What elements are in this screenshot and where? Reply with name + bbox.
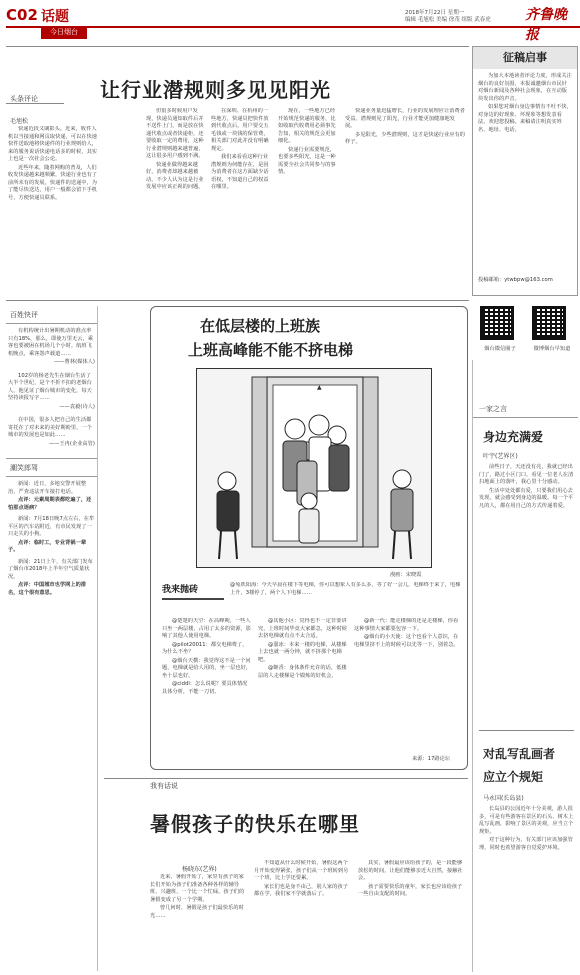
feature-source: 来源：17路论坛 bbox=[412, 756, 451, 762]
notice-paragraph: 为加大本地读者评论力度，形成关注烟台的良好氛围，本报诚邀烟台市民针对烟台新闻及各种社会现象，在互动版块发出你的声音。 bbox=[478, 73, 572, 102]
reply: @pilot20011：都交电梯费了，为什么不坐？ bbox=[162, 641, 248, 655]
paragraph: 在深圳、在杭州的一些地方，快递员把快件放到代收点后，用户要交五毛钱或一块钱的保管费，相关部门对此并没有明确规定。 bbox=[211, 108, 269, 152]
paragraph: 近来，暑假开始了，家里有孩子的家长们开始为孩子们准备各种各样的辅导班、兴趣班，一个比一个忙碌。孩子们的暑假变成了另一个学期。 bbox=[150, 874, 245, 903]
reply: @烟台的小天使：这个也看个人意识，在电梯里挤不上的时候可以先等一下，别着急。 bbox=[354, 634, 459, 648]
reply: @楚楚的天空：在高峰期，一些人只坐一两层楼，占用了太多的资源，影响了其他人使用电梯。 bbox=[162, 618, 252, 639]
paragraph: 快递业做得越来越好，消费者却越来越被动，不少人认为这是行业发展中应该正视的问题。 bbox=[146, 161, 204, 190]
notice-paragraph: 如果您对烟台身边事情有不吐不快，对身边的好现象、坏现象等想发表看法，欢迎您投稿。来稿请注明真实姓名、地址、电话。 bbox=[478, 104, 572, 133]
column-label-rule bbox=[6, 103, 64, 104]
weibo-qr-code[interactable] bbox=[532, 306, 566, 340]
notice-title: 征稿启事 bbox=[473, 47, 577, 69]
news-note: 新闻：21日上午，有关部门发布了烟台市2018年上半年空气质量状况。 bbox=[8, 558, 93, 580]
top-article-col2 bbox=[146, 108, 206, 298]
notice-email[interactable]: 投稿邮箱：ytwbpw@163.com bbox=[478, 277, 553, 283]
right-item2-title-line1: 对乱写乱画者 bbox=[483, 747, 556, 761]
reply: @新一代：能走楼梯的还是走楼梯，你看这种事情大家都要包容一下。 bbox=[354, 618, 459, 632]
top-article-col1 bbox=[8, 126, 100, 296]
right-item2-title-line2: 应立个规矩 bbox=[483, 770, 544, 784]
news-note-comment: 点评：中国城市也学网上的排名，这个很有意思。 bbox=[8, 582, 87, 596]
bottom-column-label: 我有话说 bbox=[150, 782, 178, 790]
top-article-title: 让行业潜规则多见见阳光 bbox=[100, 78, 331, 102]
replies-col1 bbox=[162, 618, 252, 764]
paragraph: 长岛县的公园近年十分美观，游人很多，可是有些游客在景区的石头、树木上乱写乱画，影响了景区的美观，应当立个规矩。 bbox=[479, 806, 574, 835]
issue-date: 2018年7月22日 星期一 bbox=[405, 10, 465, 16]
news-note-comment: 点评：元素周期表都吃遍了，还怕那点语病？ bbox=[8, 497, 92, 511]
paragraph: 前些日子，天还没有亮，我就已经出门了，路过小区门口，看见一位老人在清扫地面上的落叶，我心里十分感动。 bbox=[479, 464, 574, 485]
paragraph: 其实，暑假最应该给孩子的，是一段能够放松的时间，让他们能够亲近大自然，接触社会。 bbox=[358, 860, 463, 881]
lead-text: @兔妖阳海：今天早晨在楼下等电梯，你可以想象人有多么多，等了好一会儿，电梯终于来了，电梯上升，3楼停了，两个人下电梯…… bbox=[230, 582, 461, 596]
news-note: 新闻：近日，多地交警开展整治，严查违法开车接打电话。 bbox=[8, 481, 87, 495]
paragraph: 快递近段又刷影头。近来，收件人机以当接通和网页取快递，可以在快速快件送取地将快递件的行业规则给人，来的服务说话快递电话多的时候，其实上也是一次社会公论。 bbox=[8, 126, 98, 162]
top-article-col5 bbox=[345, 108, 465, 298]
bottom-article-col3 bbox=[358, 860, 466, 970]
illustration-credit: 漫画：宋晓霞 bbox=[390, 572, 422, 578]
section-tag: 今日烟台 bbox=[41, 26, 87, 39]
bottom-article-col1 bbox=[150, 874, 248, 970]
wechat-qr-caption: 烟台微信圈子 bbox=[484, 346, 516, 352]
quick-comment-sign: ——王冉(企业高管) bbox=[48, 440, 95, 447]
bottom-article-col2 bbox=[254, 860, 352, 970]
paragraph: 孩子需要快乐的童年，家长也应该给孩子一些自由支配的时间。 bbox=[358, 883, 463, 897]
right-item1-body bbox=[473, 462, 578, 724]
reply: @其他小区：觉得也不一定非要讲究，上班时间毕竟大家都急，这种时候去挤电梯就有点不太合适。 bbox=[258, 618, 348, 639]
paragraph: 生活中处处都有爱，只要我们用心去发现，就会感受到身边的温暖。每一个平凡的人，都在用自己的方式传递着爱。 bbox=[479, 487, 574, 509]
news-note-comment: 点评：临时工，专业背锅一辈子。 bbox=[8, 539, 87, 553]
paragraph: 快递行业需要规范，也要多些阳光，这是一种需要全社会共同参与的事情。 bbox=[278, 146, 336, 175]
right-item2-author: 马永国(长岛县) bbox=[483, 795, 524, 802]
elevator-cartoon-icon bbox=[197, 369, 432, 568]
paragraph: 但很多时候用户发现，快递员通知取件后并不送件上门，而是放在快递代收点或者快递柜，还要收取一定的费用，这种行业潜规则越来越普遍，这让很多用户感到不满。 bbox=[146, 108, 204, 159]
top-article-col3 bbox=[211, 108, 273, 298]
left-section2-title: 潮笑郎驾 bbox=[6, 458, 97, 477]
replies-col2 bbox=[258, 618, 348, 764]
quick-comment: 有机构统计出暑期机动的准点率只有18%，那么，即使万里无云，乘客也要被困在机场几个小时。航班飞机晚点，乘客怨声载道…… bbox=[8, 328, 94, 357]
feature-title-line2: 上班高峰能不能不挤电梯 bbox=[188, 341, 354, 359]
reply: @烟台天横：我觉得这不是一个问题，电梯就是给人用的，坐一层也好，坐十层也好。 bbox=[162, 657, 252, 679]
bottom-article-title: 暑假孩子的快乐在哪里 bbox=[150, 812, 360, 836]
paragraph: 曾几何时，暑假是孩子们最快乐的时光…… bbox=[150, 905, 244, 919]
right-column bbox=[472, 360, 578, 972]
paragraph: 多见阳光，少些潜规则，这才是快递行业应有的样子。 bbox=[345, 131, 465, 145]
top-bottom-rule bbox=[6, 300, 469, 301]
paragraph: 我们来看看这种行业潜规则为何能存在，是因为消费者在这方面缺少话语权，不知道自己的权益在哪里。 bbox=[211, 154, 269, 190]
bottom-article-author: 杨晓东(艺界) bbox=[182, 866, 217, 873]
newspaper-logo: 齐鲁晚报 bbox=[525, 7, 567, 43]
paragraph: 近些年来，随着网购的普及，人们收发快递越来越频繁，快递行业也有了前所未有的发展。快递件的送递中，为了能尽快送达，用户一般都会留下手机号，方便快递员联系。 bbox=[8, 164, 98, 201]
news-note: 新闻：7月18日晚7点左右，在牟平区的汽车站附近，有市民发现了一只走失的小狗。 bbox=[8, 516, 95, 537]
top-rule bbox=[6, 46, 469, 47]
page-topic: 话题 bbox=[41, 9, 69, 25]
reply: @姬香：身体条件允许的话，低楼层的人走楼梯是个锻炼的好机会。 bbox=[258, 665, 347, 679]
quick-comment: 102岁的杨老先生在烟台生活了大半个世纪，是个不折不扣的老烟台人，他见证了烟台城市的变化，每天坚持读报写字…… bbox=[8, 372, 92, 401]
editors-line: 编辑 毛旭松 美编 徐茂 组版 武春虎 bbox=[405, 17, 491, 23]
top-article-col4 bbox=[278, 108, 340, 298]
page-code: C02 bbox=[6, 6, 38, 24]
paragraph: 现在，一些地方已经开始规范快递的服务，比如收取代收费用必须事先告知，相关的规范会更加细化。 bbox=[278, 108, 336, 144]
right-section-title: 一家之言 bbox=[473, 360, 578, 418]
weibo-qr-caption: 微博烟台早知道 bbox=[533, 346, 571, 352]
notice-box bbox=[472, 46, 578, 296]
right-item1-author: 叶宇(艺界区) bbox=[483, 453, 518, 460]
wechat-qr-code[interactable] bbox=[480, 306, 514, 340]
paragraph: 快递业务量迅猛增长，行业的发展理应让消费者受益。潜规则见了阳光，行业才能更加健康地发展。 bbox=[345, 108, 465, 129]
reply: @溜冰：本来一楼的电梯，从楼梯上去也就一两分钟，就不挤那个电梯吧。 bbox=[258, 641, 347, 663]
paragraph: 不知道从什么时候开始，暑假这两个月开始变得紧张，孩子们从一个班转到另一个班，比上学还要累。 bbox=[254, 860, 349, 881]
reply: @ciddl：怎么说呢？要具体情况具体分析，不能一刀切。 bbox=[162, 681, 248, 695]
right-item2-body bbox=[473, 804, 578, 914]
lead-label: 我来抛砖 bbox=[162, 582, 224, 600]
feature-title-line1: 在低层楼的上班族 bbox=[200, 317, 321, 335]
header-rule bbox=[6, 26, 580, 28]
left-section-title: 百姓快评 bbox=[6, 306, 97, 324]
bottom-rule bbox=[104, 778, 468, 779]
svg-text:▲: ▲ bbox=[317, 384, 322, 391]
quick-comment-sign: ——曹林(媒体人) bbox=[54, 359, 95, 365]
top-column-label: 头条评论 bbox=[10, 95, 38, 103]
paragraph: 对于这种行为，有关部门应该加强管理，同时也希望游客自觉爱护环境。 bbox=[479, 837, 573, 851]
quick-comment-sign: ——袁毅(诗人) bbox=[59, 403, 95, 410]
quick-comment: 在中国，很多人把自己的生活都寄托在了对未来的美好期盼里，一个城市的发展也是如此…… bbox=[8, 417, 92, 438]
right-item1-title: 身边充满爱 bbox=[483, 430, 544, 444]
elevator-illustration bbox=[196, 368, 432, 568]
top-article-author: 毛旭松 bbox=[10, 118, 29, 125]
paragraph: 家长们也是身不由己，别人家的孩子都在学，我们家不学就落后了。 bbox=[254, 883, 348, 897]
left-column bbox=[6, 306, 98, 971]
replies-col3 bbox=[354, 618, 462, 746]
